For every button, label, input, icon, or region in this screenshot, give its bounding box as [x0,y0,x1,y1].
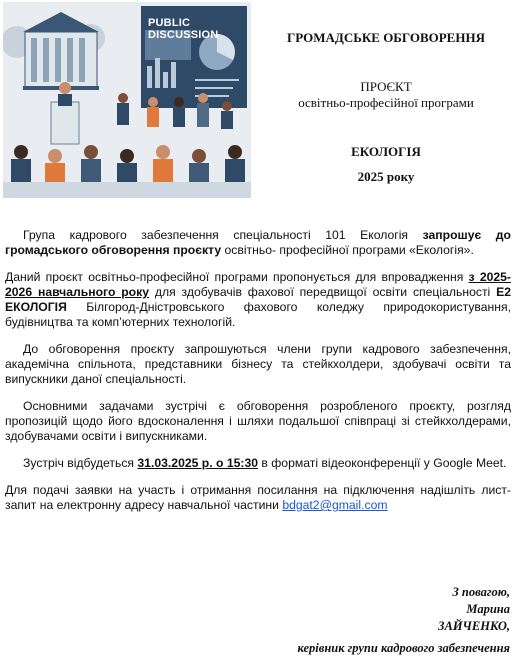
public-discussion-illustration [3,2,251,198]
paragraph-program [5,270,511,330]
program-year: 2025 року [357,169,415,184]
text-segment: Для подачі заявки на участь і отримання посилання на підключення надішліть лист-запит на електронну адресу навчальної частини [5,483,511,512]
paragraph-registration [5,483,511,513]
signature-closing: З повагою, [452,585,510,599]
text-segment: в форматі відеоконференції у Google Meet. [258,456,507,470]
project-label: ПРОЄКТ [360,79,412,94]
program-label: освітньо-професійної програми [298,95,474,110]
text-segment: Група кадрового забезпечення спеціальності 101 Екологія [23,228,423,242]
text-segment: Білгород-Дністровського фахового коледжу природокористування, будівництва та комп’ютерних технологій. [5,300,511,329]
paragraph-invitation [5,228,511,258]
program-name: ЕКОЛОГІЯ [351,144,421,159]
text-segment: Даний проєкт освітньо-професійної програми пропонується для впровадження [5,270,469,284]
signature-first-name: Марина [466,602,510,616]
board-title: PUBLIC DISCUSSION [148,17,219,41]
text-segment: Зустріч відбудеться [23,456,138,470]
emphasis-academic-year: з 2025-2026 навчального року [5,270,511,299]
text-segment: освітньо- професійної програми «Екологія». [221,243,474,257]
email-link[interactable]: bdgat2@gmail.com [282,498,388,512]
emphasis-specialty: Е2 ЕКОЛОГІЯ [5,285,512,314]
paragraph-meeting [5,456,511,471]
emphasis-invite: запрошує до громадського обговорення проєкту [5,228,511,257]
meeting-datetime: 31.03.2025 р. о 15:30 [137,456,259,470]
document-body [5,228,511,525]
document-title: ГРОМАДСЬКЕ ОБГОВОРЕННЯ [287,30,485,45]
paragraph-participants: До обговорення проєкту запрошуються члени групи кадрового забезпечення, академічна спільнота, представники бізнесу та стейкхолдери, здобувачі освіти та випускники даної спеціальності. [5,342,511,386]
signature-last-name: ЗАЙЧЕНКО, [438,619,510,633]
signature-position: керівник групи кадрового забезпечення [297,641,510,655]
paragraph-objectives: Основними задачами зустрічі є обговорення розробленого проєкту, розгляд пропозицій щодо його вдосконалення і шляхи подальшої співпраці зі стейкхолдерами, здобувачами освіти і випускниками. [5,399,511,443]
text-segment: для здобувачів фахової передвищої освіти спеціальності [149,285,497,299]
